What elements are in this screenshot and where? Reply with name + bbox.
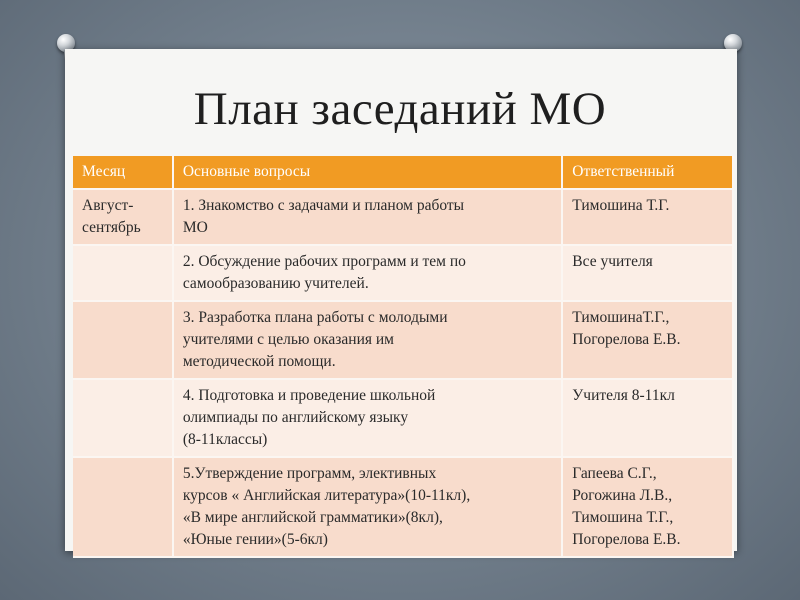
cell-question: 2. Обсуждение рабочих программ и тем по самообразованию учителей.	[174, 246, 563, 302]
cell-responsible: Все учителя	[563, 246, 734, 302]
cell-question: 1. Знакомство с задачами и планом работы МО	[174, 190, 563, 246]
cell-responsible: Учителя 8-11кл	[563, 380, 734, 458]
cell-month	[73, 246, 174, 302]
cell-month	[73, 380, 174, 458]
table-header-row	[73, 156, 734, 190]
cell-question: 5.Утверждение программ, элективных курсов « Английская литература»(10-11кл), «В мире английской грамматики»(8кл), «Юные гении»(5-6кл)	[174, 458, 563, 558]
table-row	[73, 190, 734, 246]
table-row	[73, 246, 734, 302]
header-month: Месяц	[73, 156, 174, 190]
header-responsible: Ответственный	[563, 156, 734, 190]
cell-responsible: Гапеева С.Г., Рогожина Л.В., Тимошина Т.Г., Погорелова Е.В.	[563, 458, 734, 558]
header-questions: Основные вопросы	[174, 156, 563, 190]
meeting-plan-table	[73, 156, 734, 558]
cell-month: Август- сентябрь	[73, 190, 174, 246]
cell-month	[73, 458, 174, 558]
table-row	[73, 380, 734, 458]
cell-question: 4. Подготовка и проведение школьной олимпиады по английскому языку (8-11классы)	[174, 380, 563, 458]
cell-month	[73, 302, 174, 380]
cell-question: 3. Разработка плана работы с молодыми учителями с целью оказания им методической помощи.	[174, 302, 563, 380]
cell-responsible: Тимошина Т.Г.	[563, 190, 734, 246]
cell-responsible: ТимошинаТ.Г., Погорелова Е.В.	[563, 302, 734, 380]
slide-title: План заседаний МО	[193, 83, 607, 135]
table-row	[73, 302, 734, 380]
table-row	[73, 458, 734, 558]
